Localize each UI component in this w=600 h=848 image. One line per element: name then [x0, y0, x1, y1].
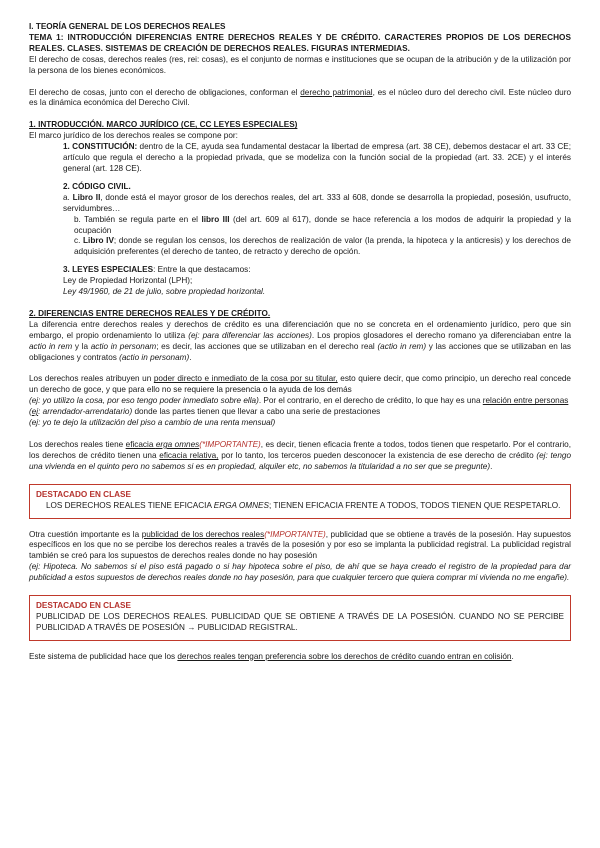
- part-title: I. TEORÍA GENERAL DE LOS DERECHOS REALES: [29, 22, 226, 31]
- section-2-paragraph-3: Los derechos reales tiene eficacia erga omnes(*IMPORTANTE), es decir, tienen eficacia frente a todos, todos tienen que respetarlo. Por el contrario, los derechos de crédito tienen una eficacia relativa, por lo tanto, los terceros pueden desconocer la existencia de ese derecho de crédito (ej: tengo una vivienda en el quinto pero no sabemos si es en propiedad, alquiler etc, no sabemos la titularidad a no ser que se pregunte).: [29, 440, 571, 471]
- section-2-paragraph-1: La diferencia entre derechos reales y derechos de crédito es una diferenciación que no se concreta en el ordenamiento jurídico, pero que sin embargo, el propio ordenamiento lo utiliza (ej: para diferenciar las acciones). Los propios glosadores el derecho romano ya diferenciaban entre la actio in rem y la actio in personam; es decir, las acciones que se utilizaban en el derecho real (actio in rem) y las acciones que se utilizaban en las obligaciones y contratos (actio in personam).: [29, 319, 571, 362]
- section-2-paragraph-2-example-2: (ej: arrendador-arrendatario) donde las partes tienen que llevar a cabo una serie de prestaciones: [29, 407, 381, 417]
- section-1-lead: El marco jurídico de los derechos reales se compone por:: [29, 131, 238, 141]
- section-2-paragraph-2-example: (ej: yo utilizo la cosa, por eso tengo poder inmediato sobre ella). Por el contrario, en el derecho de crédito, lo que hay es una relación entre personas: [29, 396, 569, 406]
- closing-paragraph: Este sistema de publicidad hace que los derechos reales tengan preferencia sobre los derechos de crédito cuando entran en colisión.: [29, 651, 514, 661]
- importante-tag: (*IMPORTANTE): [199, 440, 261, 449]
- codigo-civil-heading: 2. CÓDIGO CIVIL.: [63, 181, 131, 191]
- section-2-paragraph-2-example-3: (ej: yo te dejo la utilización del piso a cambio de una renta mensual): [29, 418, 276, 428]
- libro-iii-item: b. También se regula parte en el libro III (del art. 609 al 617), donde se hace referencia a los modos de adquirir la propiedad y la ocupación: [74, 214, 571, 235]
- section-1-heading: 1. INTRODUCCIÓN. MARCO JURÍDICO (CE, CC LEYES ESPECIALES): [29, 120, 298, 130]
- destacado-text-1: LOS DERECHOS REALES TIENE EFICACIA ERGA OMNES; TIENEN EFICACIA FRENTE A TODOS, TODOS TIENEN QUE RESPETARLO.: [46, 500, 561, 510]
- section-2-heading: 2. DIFERENCIAS ENTRE DERECHOS REALES Y DE CRÉDITO.: [29, 308, 271, 318]
- derecho-patrimonial-term: derecho patrimonial,: [300, 87, 375, 97]
- destacado-box-2: [29, 595, 571, 641]
- lph-law: Ley de Propiedad Horizontal (LPH);: [63, 276, 193, 286]
- libro-ii-item: a. Libro II, donde está el mayor grosor de los derechos reales, del art. 333 al 608, donde se desarrolla la propiedad, posesión, usufructo, servidumbres…: [63, 192, 572, 213]
- destacado-title-1: DESTACADO EN CLASE: [36, 489, 131, 499]
- destacado-box-1: [29, 484, 571, 519]
- leyes-especiales-item: 3. LEYES ESPECIALES: Entre la que destacamos:: [63, 265, 251, 275]
- topic-title: TEMA 1: INTRODUCCIÓN DIFERENCIAS ENTRE DERECHOS REALES Y DE CRÉDITO. CARACTERES PROPIOS DE LOS DERECHOS REALES. CLASES. SISTEMAS DE CREACIÓN DE DERECHOS REALES. FIGURAS INTERMEDIAS.: [29, 32, 571, 53]
- importante-tag-2: (*IMPORTANTE): [264, 529, 326, 539]
- destacado-text-2: PUBLICIDAD DE LOS DERECHOS REALES. PUBLICIDAD QUE SE OBTIENE A TRAVÉS DE LA POSESIÓN. CUANDO NO SE PERCIBE PUBLICIDAD A TRAVÉS DE POSESIÓN → PUBLICIDAD REGISTRAL.: [36, 611, 564, 632]
- document-page: [29, 22, 571, 663]
- intro-paragraph-2: El derecho de cosas, junto con el derecho de obligaciones, conforman el derecho patrimonial, es el núcleo duro del derecho civil. Este núcleo duro es la dinámica económica del Derecho Civil.: [29, 87, 571, 108]
- ley-49-1960: Ley 49/1960, de 21 de julio, sobre propiedad horizontal.: [63, 287, 266, 297]
- constitucion-item: 1. CONSTITUCIÓN: dentro de la CE, ayuda sea fundamental destacar la libertad de empresa (art. 38 CE), debemos destacar el art. 33 CE; artículo que regula el derecho a la propiedad privada, que se modeliza con la función social de la propiedad (art. 33. 2CE) y el interés general (art. 128 CE).: [63, 142, 571, 173]
- libro-iv-item: c. Libro IV; donde se regulan los censos, los derechos de realización de valor (la prenda, la hipoteca y la anticresis) y los derechos de adquisición preferentes (el derecho de tanteo, de retracto y derecho de opción.: [74, 236, 571, 257]
- intro-paragraph-1: El derecho de cosas, derechos reales (res, rei: cosas), es el conjunto de normas e instituciones que se ocupan de la atribución y de la utilización por la persona de los bienes económicos.: [29, 54, 571, 75]
- publicity-paragraph: Otra cuestión importante es la publicidad de los derechos reales(*IMPORTANTE), publicidad que se obtiene a través de la posesión. Hay supuestos específicos en los que no se percibe los derechos reales a través de la posesión y por eso se implanta la publicidad registral. La publicidad registral también se creó para los supuestos de derechos reales donde no hay posesión: [29, 529, 572, 561]
- section-2-paragraph-2: Los derechos reales atribuyen un poder directo e inmediato de la cosa por su titular, esto quiere decir, que como principio, un derecho real concede un derecho de goce, y que para ello no se requiere la presencia o la ayuda de los demás: [29, 374, 571, 395]
- publicity-example: (ej: Hipoteca. No sabemos si el piso está pagado o si hay hipoteca sobre el piso, de ahí que se haya creado el registro de la propiedad para dar publicidad a estos supuestos de derechos reales donde no hay posesión, para que cualquier tercero que quiera comprar mi vivienda no me engañe).: [29, 562, 571, 583]
- destacado-title-2: DESTACADO EN CLASE: [36, 601, 131, 611]
